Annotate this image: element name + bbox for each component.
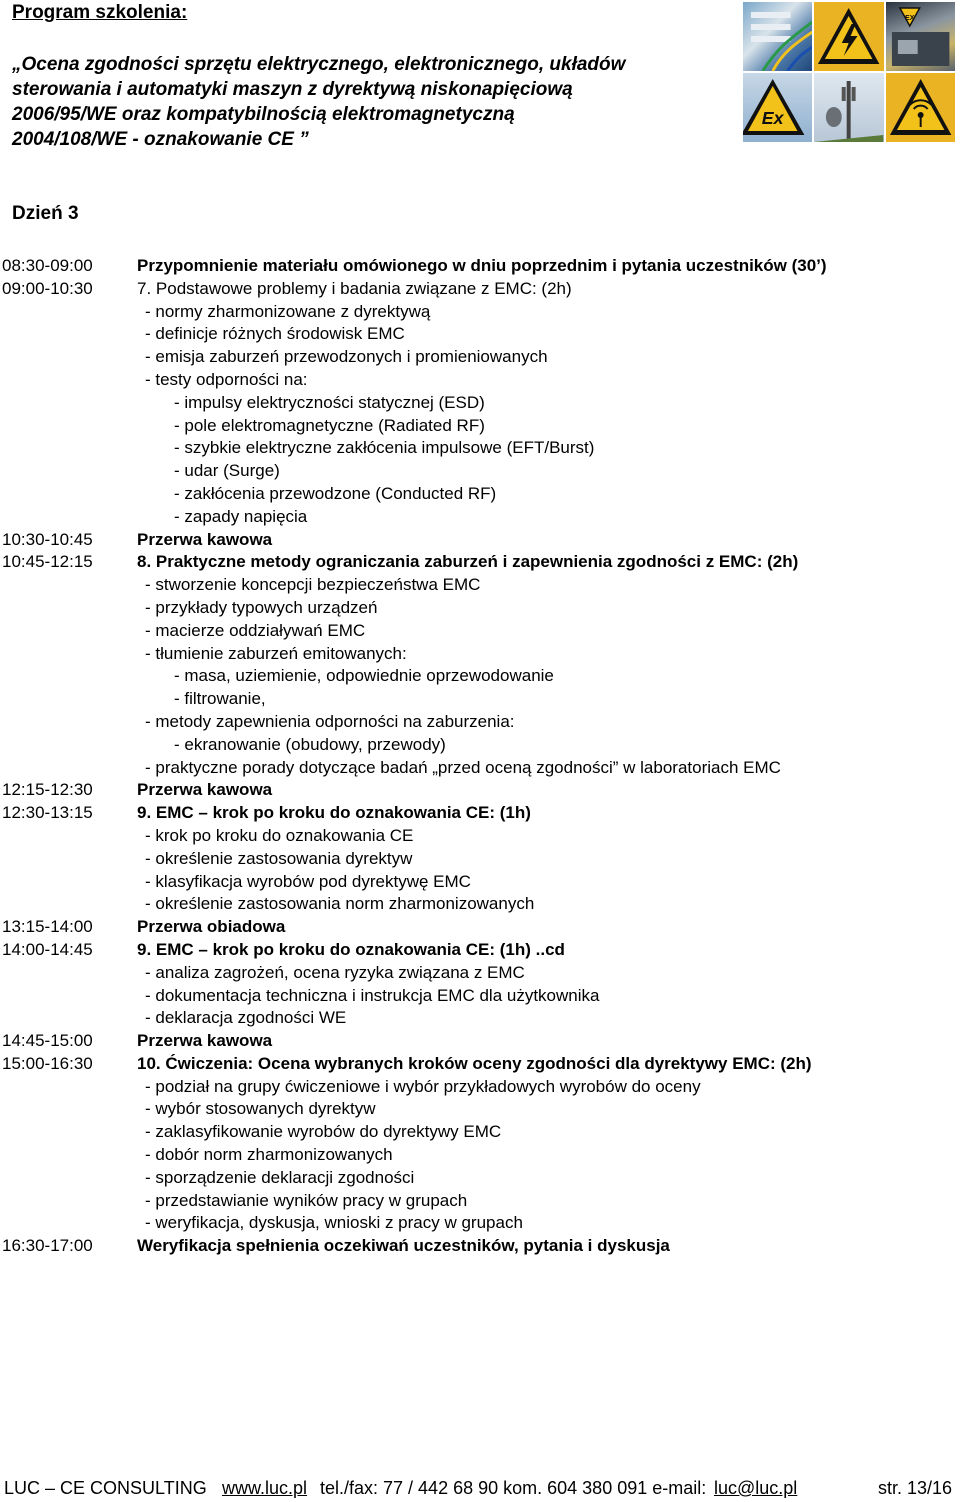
schedule-row	[0, 688, 960, 711]
schedule-row	[0, 871, 960, 894]
schedule-bullet: - przedstawianie wyników pracy w grupach	[145, 1190, 468, 1210]
schedule-time: 14:45-15:00	[2, 1031, 93, 1051]
schedule-bullet: - przykłady typowych urządzeń	[145, 597, 378, 617]
schedule-row	[0, 460, 960, 483]
schedule-bullet: - metody zapewnienia odporności na zaburzenia:	[145, 711, 515, 731]
schedule-row	[0, 392, 960, 415]
schedule-row	[0, 757, 960, 780]
course-title-line: sterowania i automatyki maszyn z dyrektywą niskonapięciową	[12, 79, 573, 100]
footer-email-link[interactable]: luc@luc.pl	[714, 1478, 798, 1498]
schedule-row	[0, 483, 960, 506]
schedule-row	[0, 323, 960, 346]
schedule-row	[0, 597, 960, 620]
schedule-bullet: - tłumienie zaburzeń emitowanych:	[145, 643, 407, 663]
schedule-row	[0, 893, 960, 916]
schedule-row	[0, 346, 960, 369]
schedule-time: 08:30-09:00	[2, 256, 93, 275]
schedule-row	[0, 574, 960, 597]
schedule-bullet: - klasyfikacja wyrobów pod dyrektywę EMC	[145, 871, 471, 891]
ex-label-large: Ex	[761, 107, 784, 129]
schedule-item-title: Przypomnienie materiału omówionego w dniu poprzednim i pytania uczestników (30’)	[137, 256, 827, 275]
schedule-time: 13:15-14:00	[2, 917, 93, 937]
schedule-item-title: Przerwa kawowa	[137, 1031, 273, 1051]
schedule-bullet: - określenie zastosowania norm zharmonizowanych	[145, 894, 535, 914]
schedule-row	[0, 1235, 960, 1258]
schedule-bullet: - weryfikacja, dyskusja, wnioski z pracy w grupach	[145, 1213, 523, 1233]
schedule-row	[0, 734, 960, 757]
schedule-row	[0, 620, 960, 643]
schedule-bullet: - testy odporności na:	[145, 369, 308, 389]
schedule-row	[0, 665, 960, 688]
schedule-row	[0, 1076, 960, 1099]
footer-company: LUC – CE CONSULTING	[4, 1478, 207, 1498]
schedule-bullet: - definicje różnych środowisk EMC	[145, 324, 405, 344]
schedule-bullet: - wybór stosowanych dyrektyw	[145, 1099, 376, 1119]
schedule-bullet: - udar (Surge)	[174, 461, 280, 481]
schedule-item-title: 9. EMC – krok po kroku do oznakowania CE: (1h)	[137, 803, 531, 823]
schedule-time: 09:00-10:30	[2, 278, 93, 298]
schedule-bullet: - zakłócenia przewodzone (Conducted RF)	[174, 483, 497, 503]
schedule-row	[0, 1144, 960, 1167]
schedule-row	[0, 779, 960, 802]
page-footer	[4, 1474, 952, 1502]
schedule-bullet: - masa, uziemienie, odpowiednie oprzewodowanie	[174, 666, 554, 686]
schedule-row	[0, 939, 960, 962]
program-heading: Program szkolenia:	[12, 2, 188, 23]
schedule-row	[0, 848, 960, 871]
schedule-bullet: - macierze oddziaływań EMC	[145, 620, 366, 640]
schedule-item-title: 8. Praktyczne metody ograniczania zaburzeń i zapewnienia zgodności z EMC: (2h)	[137, 552, 799, 572]
schedule-row	[0, 1007, 960, 1030]
schedule-bullet: - impulsy elektryczności statycznej (ESD)	[174, 392, 485, 412]
schedule-time: 12:30-13:15	[2, 803, 93, 823]
course-title-line: 2004/108/WE - oznakowanie CE ”	[12, 129, 309, 150]
ex-label-small: EX	[904, 14, 915, 23]
schedule-bullet: - ekranowanie (obudowy, przewody)	[174, 734, 446, 754]
high-voltage-warning-icon	[814, 2, 883, 71]
schedule-bullet: - krok po kroku do oznakowania CE	[145, 825, 414, 845]
schedule-row	[0, 643, 960, 666]
schedule-item-title: Weryfikacja spełnienia oczekiwań uczestników, pytania i dyskusja	[137, 1236, 670, 1256]
schedule-bullet: - dobór norm zharmonizowanych	[145, 1145, 393, 1165]
schedule-row	[0, 551, 960, 574]
course-title	[12, 52, 732, 152]
course-title-line: „Ocena zgodności sprzętu elektrycznego, elektronicznego, układów	[12, 54, 626, 75]
schedule-row	[0, 985, 960, 1008]
schedule-bullet: - normy zharmonizowane z dyrektywą	[145, 301, 431, 321]
ex-hazard-icon	[743, 73, 812, 142]
schedule-row	[0, 278, 960, 301]
schedule-bullet: - deklaracja zgodności WE	[145, 1008, 347, 1028]
schedule-row	[0, 1121, 960, 1144]
schedule-time: 16:30-17:00	[2, 1236, 93, 1256]
course-title-line: 2006/95/WE oraz kompatybilnością elektromagnetyczną	[12, 104, 515, 125]
schedule-item-title: Przerwa obiadowa	[137, 917, 286, 937]
schedule-bullet: - pole elektromagnetyczne (Radiated RF)	[174, 415, 485, 435]
schedule-row	[0, 506, 960, 529]
schedule-row	[0, 369, 960, 392]
schedule-item-title: Przerwa kawowa	[137, 780, 273, 800]
schedule-row	[0, 1190, 960, 1213]
schedule-item-title: Przerwa kawowa	[137, 529, 273, 549]
schedule-row	[0, 415, 960, 438]
equipment-ex-photo	[886, 2, 955, 71]
schedule-row	[0, 1053, 960, 1076]
schedule-bullet: - zapady napięcia	[174, 506, 308, 526]
schedule-row	[0, 437, 960, 460]
radiation-warning-icon	[886, 73, 955, 142]
antenna-mast-image	[814, 73, 883, 142]
schedule-row	[0, 255, 960, 278]
schedule-row	[0, 711, 960, 734]
schedule-bullet: - praktyczne porady dotyczące badań „przed oceną zgodności” w laboratoriach EMC	[145, 757, 781, 777]
schedule-bullet: - dokumentacja techniczna i instrukcja EMC dla użytkownika	[145, 985, 600, 1005]
schedule-row	[0, 301, 960, 324]
footer-page-number: str. 13/16	[877, 1478, 952, 1498]
schedule-row	[0, 1167, 960, 1190]
schedule-bullet: - stworzenie koncepcji bezpieczeństwa EMC	[145, 575, 481, 595]
day-label: Dzień 3	[12, 203, 79, 224]
schedule-time: 10:30-10:45	[2, 529, 93, 549]
schedule-row	[0, 1098, 960, 1121]
schedule-time: 14:00-14:45	[2, 939, 93, 959]
schedule-bullet: - analiza zagrożeń, ocena ryzyka związana z EMC	[145, 962, 525, 982]
footer-website-link[interactable]: www.luc.pl	[222, 1478, 308, 1498]
schedule-time: 12:15-12:30	[2, 780, 93, 800]
schedule-bullet: - zaklasyfikowanie wyrobów do dyrektywy EMC	[145, 1122, 502, 1142]
network-cables-image	[743, 2, 812, 71]
schedule-row	[0, 1030, 960, 1053]
schedule-bullet: - szybkie elektryczne zakłócenia impulsowe (EFT/Burst)	[174, 438, 595, 458]
schedule-bullet: - sporządzenie deklaracji zgodności	[145, 1167, 415, 1187]
schedule-time: 10:45-12:15	[2, 552, 93, 572]
schedule-bullet: - określenie zastosowania dyrektyw	[145, 848, 413, 868]
schedule-row	[0, 962, 960, 985]
schedule-row	[0, 1212, 960, 1235]
schedule-bullet: - filtrowanie,	[174, 689, 266, 709]
schedule-row	[0, 825, 960, 848]
schedule-bullet: - podział na grupy ćwiczeniowe i wybór przykładowych wyrobów do oceny	[145, 1076, 701, 1096]
schedule-item-title: 10. Ćwiczenia: Ocena wybranych kroków oceny zgodności dla dyrektywy EMC: (2h)	[137, 1053, 812, 1073]
schedule-bullet: - emisja zaburzeń przewodzonych i promieniowanych	[145, 347, 548, 367]
schedule-row	[0, 802, 960, 825]
schedule-item-title: 7. Podstawowe problemy i badania związane z EMC: (2h)	[137, 278, 572, 298]
footer-phone: tel./fax: 77 / 442 68 90 kom. 604 380 091 e-mail:	[320, 1478, 707, 1498]
schedule-row	[0, 916, 960, 939]
schedule-time: 15:00-16:30	[2, 1053, 93, 1073]
schedule-row	[0, 529, 960, 552]
header-image-collage	[743, 2, 955, 142]
schedule-item-title: 9. EMC – krok po kroku do oznakowania CE: (1h) ..cd	[137, 939, 565, 959]
schedule-list	[0, 255, 960, 1258]
